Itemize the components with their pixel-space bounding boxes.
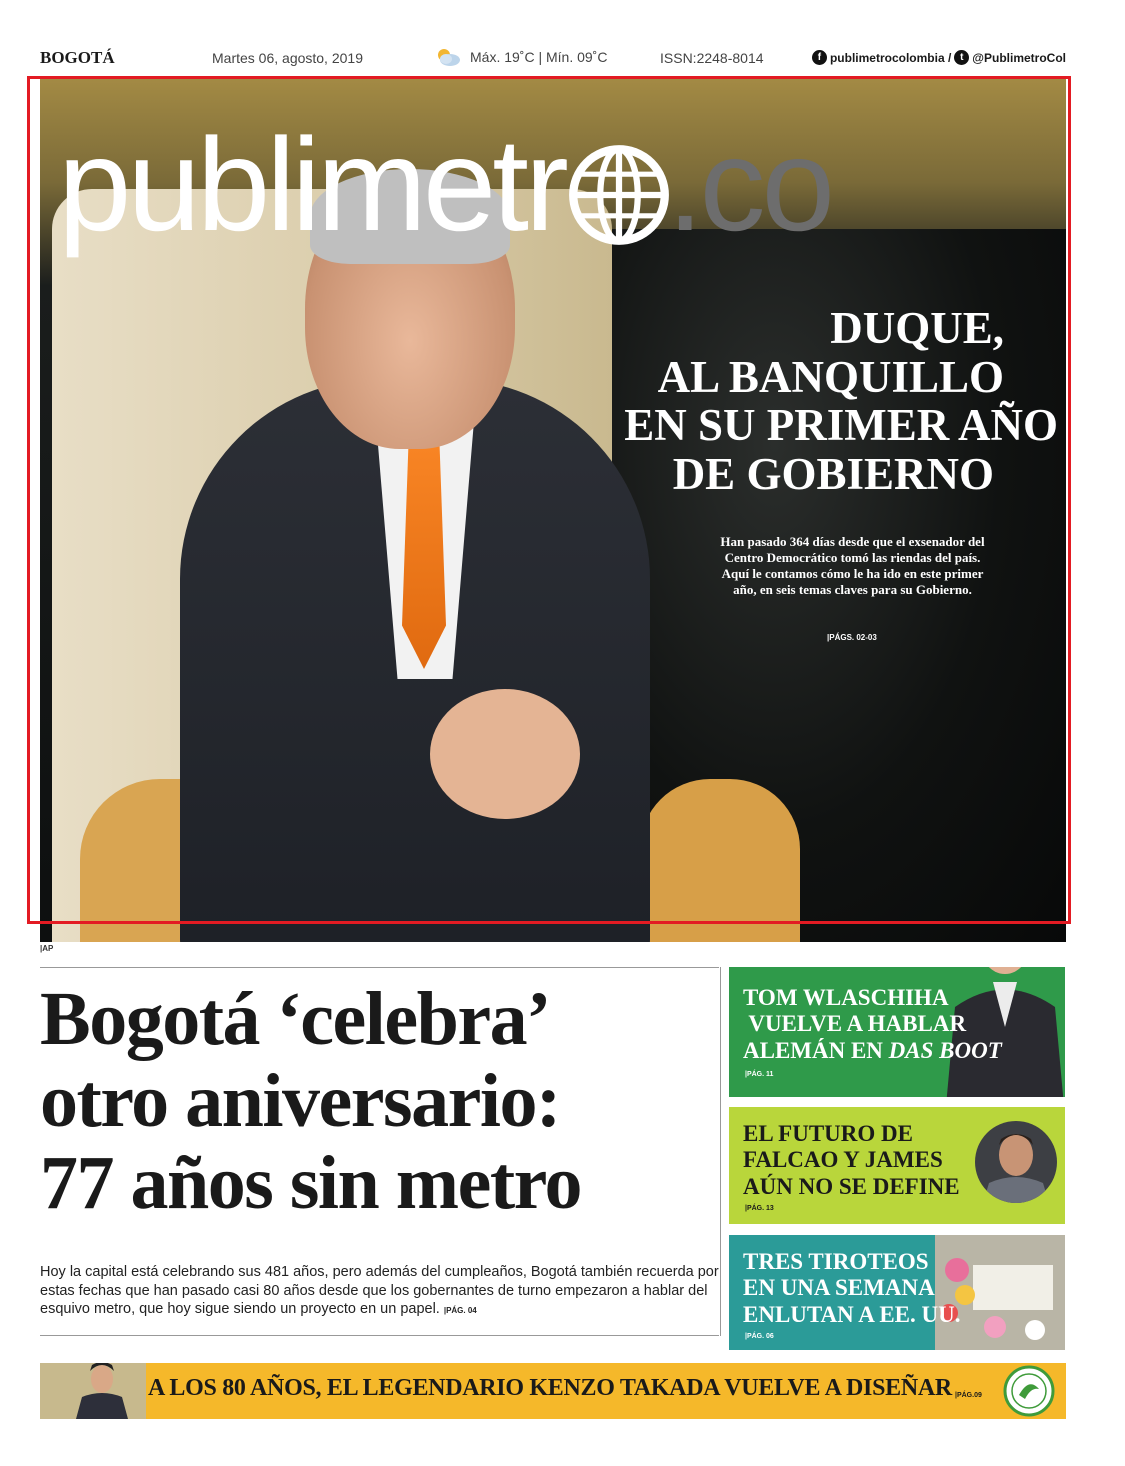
main-story-title-line: otro aniversario: (40, 1059, 560, 1144)
masthead-logo (58, 111, 831, 258)
globe-icon (567, 143, 671, 247)
teaser-page-ref: |PÁG. 06 (745, 1333, 774, 1340)
main-story-page-ref: |PÁG. 04 (443, 1306, 477, 1316)
teaser-headline (743, 1249, 960, 1328)
banner-headline: A LOS 80 AÑOS, EL LEGENDARIO KENZO TAKADA VUELVE A DISEÑAR (148, 1375, 952, 1401)
hero-headline-line: AL BANQUILLO (657, 351, 1004, 402)
top-bar (40, 44, 1066, 74)
portrait-photo (975, 1121, 1057, 1203)
hero-page-ref: |PÁGS. 02-03 (827, 633, 877, 642)
bottom-banner[interactable] (40, 1363, 1066, 1419)
edition-city: BOGOTÁ (40, 48, 115, 67)
portrait-photo (40, 1363, 146, 1419)
teaser-headline (743, 1121, 960, 1200)
chair-armrest-right (640, 779, 800, 942)
facebook-handle: publimetrocolombia / (829, 50, 952, 65)
partly-cloudy-icon (434, 47, 462, 67)
hero-photo (40, 79, 1066, 942)
main-story-title[interactable] (40, 978, 730, 1224)
hero-subhead: Han pasado 364 días desde que el exsenador del Centro Democrático tomó las riendas del país. Aquí le contamos cómo le ha ido en este primer año, en seis temas claves para su Gobierno. (720, 534, 985, 597)
hero-headline-line: DUQUE, (830, 303, 1004, 353)
teaser-line: TOM WLASCHIHA (743, 985, 949, 1010)
masthead-text: publimetr (58, 111, 565, 258)
teaser-line: VUELVE A HABLAR (743, 1011, 967, 1037)
main-story-title-line: 77 años sin metro (40, 1141, 582, 1226)
main-story-body (40, 1263, 720, 1319)
divider (40, 1335, 719, 1336)
teaser-line: ENLUTAN A EE. UU. (743, 1301, 961, 1327)
teaser-page-ref: |PÁG. 11 (745, 1071, 774, 1078)
photo-credit: |AP (40, 944, 54, 953)
edition-date: Martes 06, agosto, 2019 (212, 50, 363, 66)
clasped-hands (430, 689, 580, 819)
teaser-italic: DAS BOOT (888, 1037, 1002, 1063)
teaser-line: FALCAO Y JAMES (743, 1147, 943, 1173)
social-handles (812, 50, 1066, 65)
teaser-wlaschiha[interactable] (729, 967, 1065, 1097)
banner-page-ref: |PÁG.09 (955, 1392, 982, 1399)
weather-text: Máx. 19˚C | Mín. 09˚C (470, 49, 608, 65)
teaser-falcao-james[interactable] (729, 1107, 1065, 1224)
main-story-title-line: Bogotá ‘celebra’ (40, 977, 550, 1061)
teaser-tiroteos[interactable] (729, 1235, 1065, 1350)
teaser-line: EL FUTURO DE (743, 1121, 913, 1146)
hero-headline-line: EN SU PRIMER AÑO (624, 400, 1058, 451)
weather (434, 47, 607, 67)
seal-icon (1003, 1365, 1055, 1417)
facebook-icon: f (812, 50, 827, 65)
teaser-line: AÚN NO SE DEFINE (743, 1173, 960, 1199)
teaser-line (743, 1038, 1002, 1064)
hero-headline-line: DE GOBIERNO (672, 448, 994, 499)
twitter-handle: @PublimetroCol (972, 50, 1066, 65)
teaser-line-text: ALEMÁN EN (743, 1037, 889, 1063)
divider (40, 967, 719, 968)
issn: ISSN:2248-8014 (660, 50, 764, 66)
teaser-line: EN UNA SEMANA (743, 1275, 935, 1301)
hero-headline[interactable] (588, 304, 1058, 498)
teaser-headline (743, 985, 1002, 1064)
teaser-page-ref: |PÁG. 13 (745, 1205, 774, 1212)
teaser-line: TRES TIROTEOS (743, 1249, 929, 1274)
twitter-icon: t (954, 50, 969, 65)
masthead-domain: .co (666, 111, 831, 258)
main-story-text: Hoy la capital está celebrando sus 481 años, pero además del cumpleaños, Bogotá también recuerda por estas fechas que han pasado casi 80 años desde que los gobernantes de turno empezaron a hablar del esquivo metro, que hoy sigue siendo un proyecto en un papel. (40, 1264, 719, 1318)
